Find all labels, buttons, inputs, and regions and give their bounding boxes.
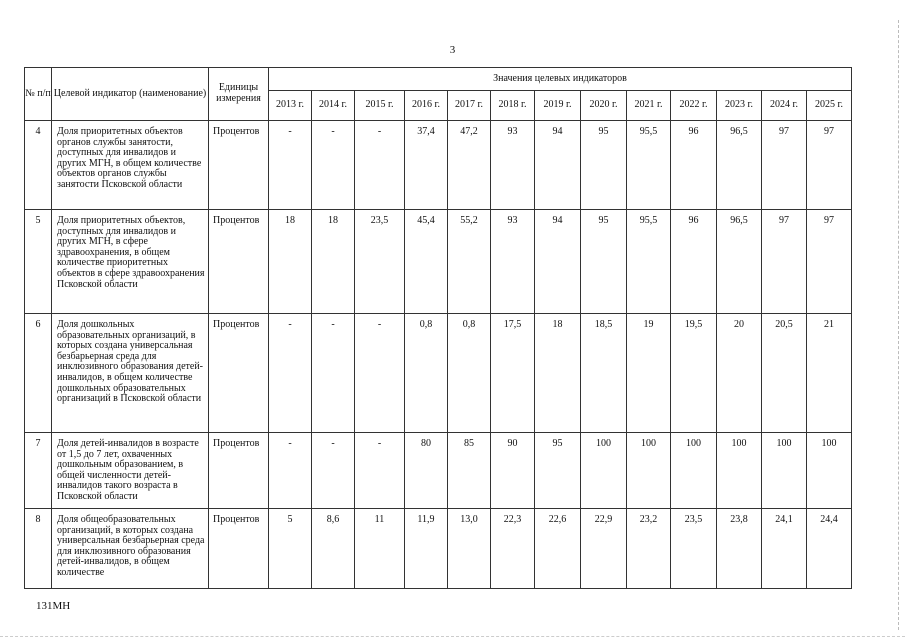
row-indicator-name: Доля приоритетных объектов органов службы занятости, доступных для инвалидов и других МГН, в общем количестве объектов органов службы занятости Псковской области: [52, 121, 209, 210]
row-value: 100: [671, 433, 717, 509]
row-value: 96,5: [717, 121, 762, 210]
row-value: 23,8: [717, 509, 762, 589]
header-year: 2022 г.: [671, 91, 717, 121]
row-value: 96,5: [717, 210, 762, 314]
row-value: 47,2: [448, 121, 491, 210]
row-value: -: [355, 121, 405, 210]
row-value: 5: [269, 509, 312, 589]
row-value: 96: [671, 210, 717, 314]
header-year: 2025 г.: [807, 91, 852, 121]
row-value: 0,8: [405, 314, 448, 433]
header-year: 2020 г.: [581, 91, 627, 121]
row-value: 17,5: [491, 314, 535, 433]
row-value: 95,5: [627, 210, 671, 314]
row-value: 93: [491, 210, 535, 314]
row-value: 96: [671, 121, 717, 210]
header-unit: Единицы измерения: [209, 68, 269, 121]
row-value: 100: [627, 433, 671, 509]
table-body: [25, 121, 852, 589]
row-value: 23,5: [355, 210, 405, 314]
row-value: 19,5: [671, 314, 717, 433]
header-year: 2019 г.: [535, 91, 581, 121]
row-value: -: [312, 314, 355, 433]
row-value: 97: [807, 121, 852, 210]
row-value: 18: [312, 210, 355, 314]
row-value: -: [355, 433, 405, 509]
row-value: 94: [535, 210, 581, 314]
row-value: 95: [535, 433, 581, 509]
row-value: -: [269, 121, 312, 210]
row-value: 24,1: [762, 509, 807, 589]
row-num: 8: [25, 509, 52, 589]
header-year: 2016 г.: [405, 91, 448, 121]
row-value: 97: [762, 121, 807, 210]
table-row: [25, 210, 852, 314]
row-unit: Процентов: [209, 433, 269, 509]
header-year: 2014 г.: [312, 91, 355, 121]
header-year: 2024 г.: [762, 91, 807, 121]
row-num: 5: [25, 210, 52, 314]
row-value: -: [312, 433, 355, 509]
page-number: 3: [449, 44, 456, 56]
row-value: 22,9: [581, 509, 627, 589]
row-value: 95: [581, 121, 627, 210]
row-value: 45,4: [405, 210, 448, 314]
row-num: 6: [25, 314, 52, 433]
row-value: 11: [355, 509, 405, 589]
table-row: [25, 433, 852, 509]
row-unit: Процентов: [209, 121, 269, 210]
header-num: № п/п: [25, 68, 52, 121]
row-indicator-name: Доля детей-инвалидов в возрасте от 1,5 до 7 лет, охваченных дошкольным образованием, в общей численности детей-инвалидов такого возраста в Псковской области: [52, 433, 209, 509]
row-value: 20: [717, 314, 762, 433]
row-value: 37,4: [405, 121, 448, 210]
row-value: 23,2: [627, 509, 671, 589]
table-row: [25, 121, 852, 210]
row-value: 24,4: [807, 509, 852, 589]
header-year: 2021 г.: [627, 91, 671, 121]
row-value: 18: [269, 210, 312, 314]
row-value: 18,5: [581, 314, 627, 433]
row-value: 55,2: [448, 210, 491, 314]
row-value: 95,5: [627, 121, 671, 210]
row-value: 100: [581, 433, 627, 509]
row-value: 0,8: [448, 314, 491, 433]
row-value: 100: [807, 433, 852, 509]
row-num: 7: [25, 433, 52, 509]
row-unit: Процентов: [209, 509, 269, 589]
row-value: 100: [762, 433, 807, 509]
header-values-group: Значения целевых индикаторов: [269, 68, 852, 91]
row-value: 95: [581, 210, 627, 314]
header-year: 2015 г.: [355, 91, 405, 121]
scan-edge-right: [898, 20, 899, 630]
row-value: -: [269, 433, 312, 509]
header-year: 2023 г.: [717, 91, 762, 121]
scan-edge-bottom: [0, 636, 905, 637]
row-value: 23,5: [671, 509, 717, 589]
row-value: 90: [491, 433, 535, 509]
header-year: 2018 г.: [491, 91, 535, 121]
row-value: 93: [491, 121, 535, 210]
row-value: 85: [448, 433, 491, 509]
header-year: 2017 г.: [448, 91, 491, 121]
row-value: 22,3: [491, 509, 535, 589]
row-indicator-name: Доля дошкольных образовательных организаций, в которых создана универсальная безбарьерная среда для инклюзивного образования детей-инвалидов, в общем количестве дошкольных образовательных организаций в Псковской области: [52, 314, 209, 433]
row-value: -: [312, 121, 355, 210]
row-value: 80: [405, 433, 448, 509]
row-unit: Процентов: [209, 210, 269, 314]
row-value: 11,9: [405, 509, 448, 589]
row-value: 22,6: [535, 509, 581, 589]
row-value: 19: [627, 314, 671, 433]
header-year: 2013 г.: [269, 91, 312, 121]
row-value: 100: [717, 433, 762, 509]
row-indicator-name: Доля общеобразовательных организаций, в которых создана универсальная безбарьерная среда для инклюзивного образования детей-инвалидов, в общем количестве: [52, 509, 209, 589]
row-value: 20,5: [762, 314, 807, 433]
row-value: 18: [535, 314, 581, 433]
header-indicator: Целевой индикатор (наименование): [52, 68, 209, 121]
row-value: -: [269, 314, 312, 433]
row-indicator-name: Доля приоритетных объектов, доступных для инвалидов и других МГН, в сфере здравоохранения, в общем количестве приоритетных объектов в сфере здравоохранения Псковской области: [52, 210, 209, 314]
row-unit: Процентов: [209, 314, 269, 433]
row-value: 97: [807, 210, 852, 314]
indicators-table: [24, 67, 852, 589]
row-value: 94: [535, 121, 581, 210]
row-value: 21: [807, 314, 852, 433]
row-value: -: [355, 314, 405, 433]
row-value: 8,6: [312, 509, 355, 589]
table-row: [25, 314, 852, 433]
table-row: [25, 509, 852, 589]
row-value: 97: [762, 210, 807, 314]
row-value: 13,0: [448, 509, 491, 589]
row-num: 4: [25, 121, 52, 210]
footer-code: 131МН: [36, 600, 71, 612]
